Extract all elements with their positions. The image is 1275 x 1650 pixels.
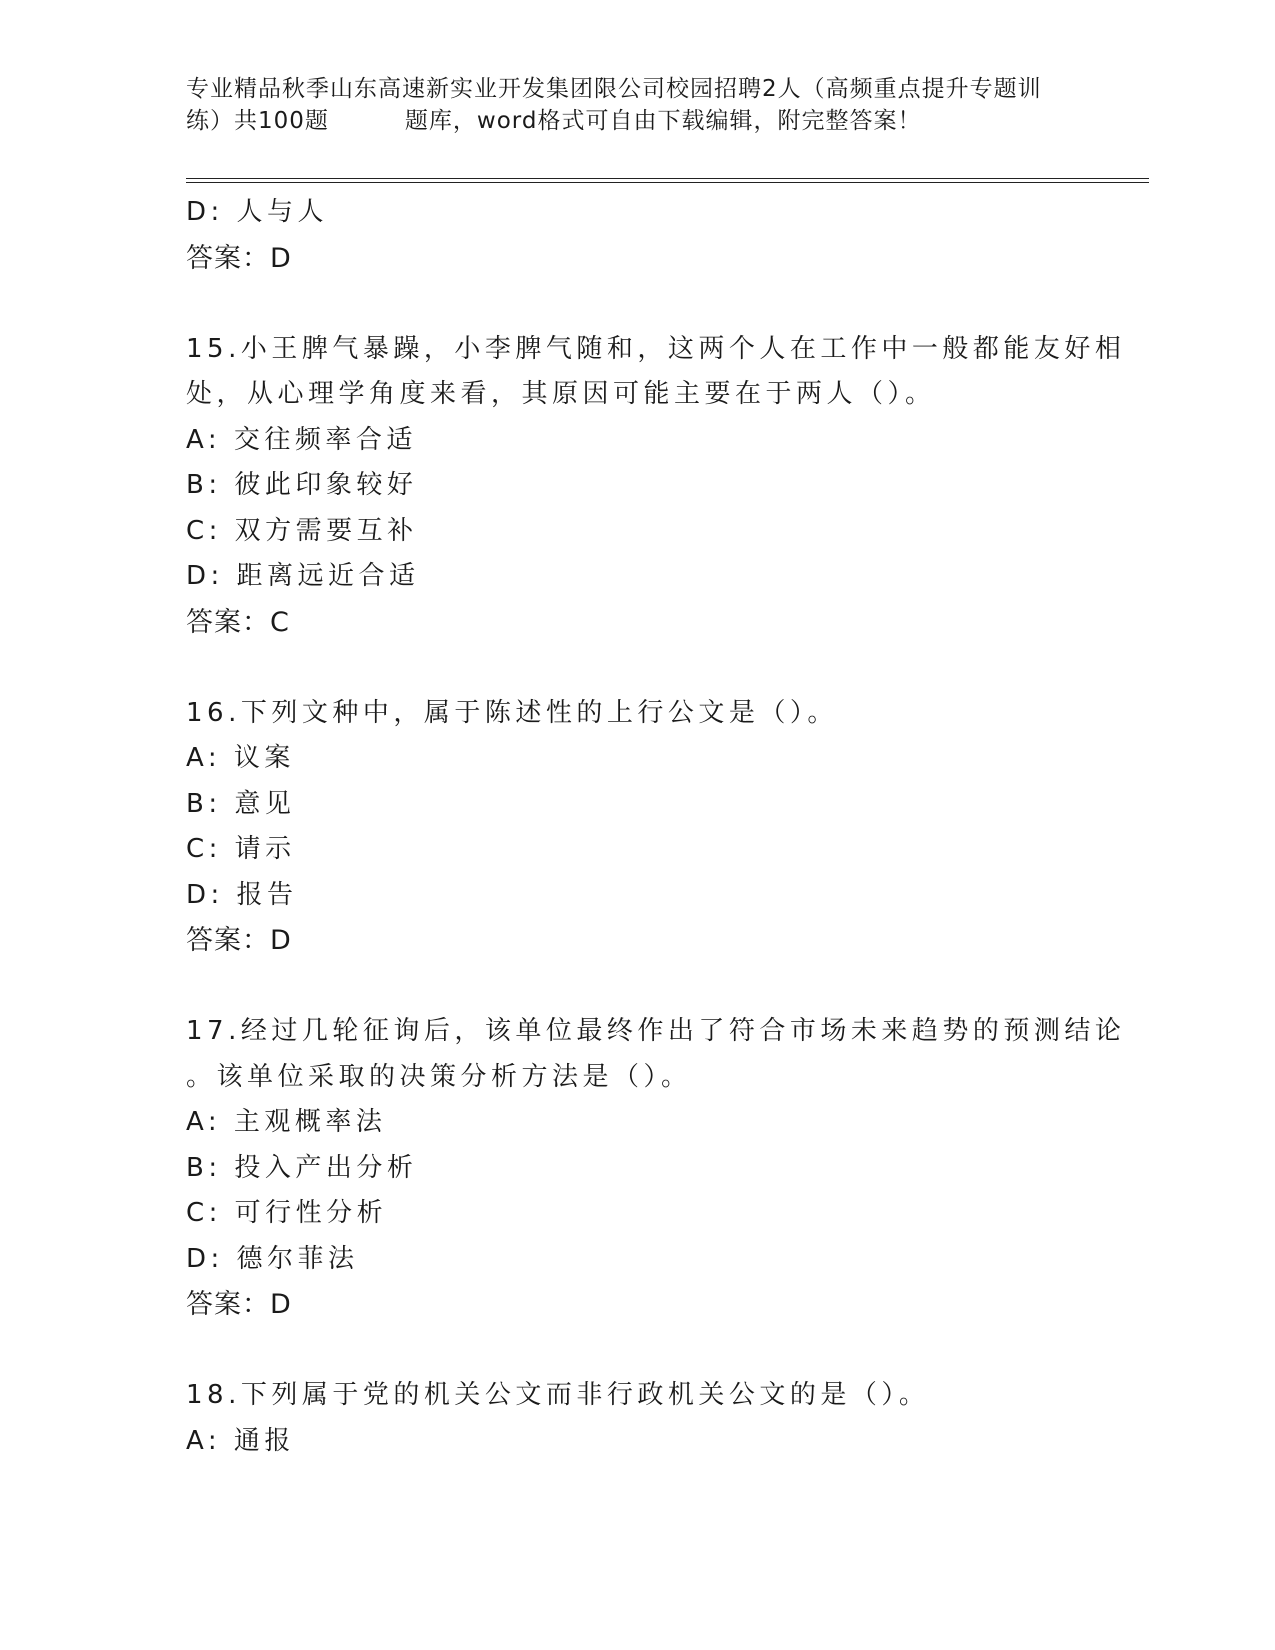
answer-line: 答案：D xyxy=(186,925,292,956)
answer-line: 答案：C xyxy=(186,606,290,638)
header-title-line1: 专业精品秋季山东高速新实业开发集团限公司校园招聘2人（高频重点提升专题训 xyxy=(186,76,1042,102)
question-text-line: 16.下列文种中，属于陈述性的上行公文是（）。 xyxy=(186,697,838,728)
question-text-line: 处，从心理学角度来看，其原因可能主要在于两人（）。 xyxy=(186,379,936,409)
option-d: D: 报告 xyxy=(186,879,298,910)
page-header xyxy=(186,73,1086,137)
header-rule-bottom xyxy=(186,182,1149,183)
question-17 xyxy=(186,1009,1126,1328)
option-c: C: 双方需要互补 xyxy=(186,515,418,546)
header-title-line2-part2: 题库，word格式可自由下载编辑，附完整答案！ xyxy=(404,108,922,134)
header-title-line2 xyxy=(186,105,1086,137)
question-text-line: 。该单位采取的决策分析方法是（）。 xyxy=(186,1061,692,1092)
question-text-line: 18.下列属于党的机关公文而非行政机关公文的是（）。 xyxy=(186,1380,930,1410)
option-d: D: 距离远近合适 xyxy=(186,561,420,591)
question-text-line: 17.经过几轮征询后，该单位最终作出了符合市场未来趋势的预测结论 xyxy=(186,1016,1126,1046)
header-title-line2-part1: 练）共100题 xyxy=(186,108,329,134)
option-line: D: 人与人 xyxy=(186,197,329,227)
answer-line: 答案：D xyxy=(186,1289,292,1320)
answer-line: 答案：D xyxy=(186,242,292,274)
question-content xyxy=(186,190,1126,1464)
option-a: A: 议案 xyxy=(186,743,295,773)
option-b: B: 投入产出分析 xyxy=(186,1152,418,1183)
option-d: D: 德尔菲法 xyxy=(186,1243,359,1274)
option-a: A: 通报 xyxy=(186,1425,295,1456)
option-a: A: 交往频率合适 xyxy=(186,424,417,455)
question-text-line: 15.小王脾气暴躁，小李脾气随和，这两个人在工作中一般都能友好相 xyxy=(186,333,1126,364)
previous-question-fragment xyxy=(186,190,1086,282)
option-a: A: 主观概率法 xyxy=(186,1107,387,1137)
option-c: C: 可行性分析 xyxy=(186,1198,388,1228)
question-18 xyxy=(186,1373,1086,1464)
question-16 xyxy=(186,691,1086,965)
option-c: C: 请示 xyxy=(186,834,296,864)
option-b: B: 意见 xyxy=(186,788,296,819)
header-rule-top xyxy=(186,178,1149,179)
question-15 xyxy=(186,327,1126,646)
option-b: B: 彼此印象较好 xyxy=(186,470,418,500)
